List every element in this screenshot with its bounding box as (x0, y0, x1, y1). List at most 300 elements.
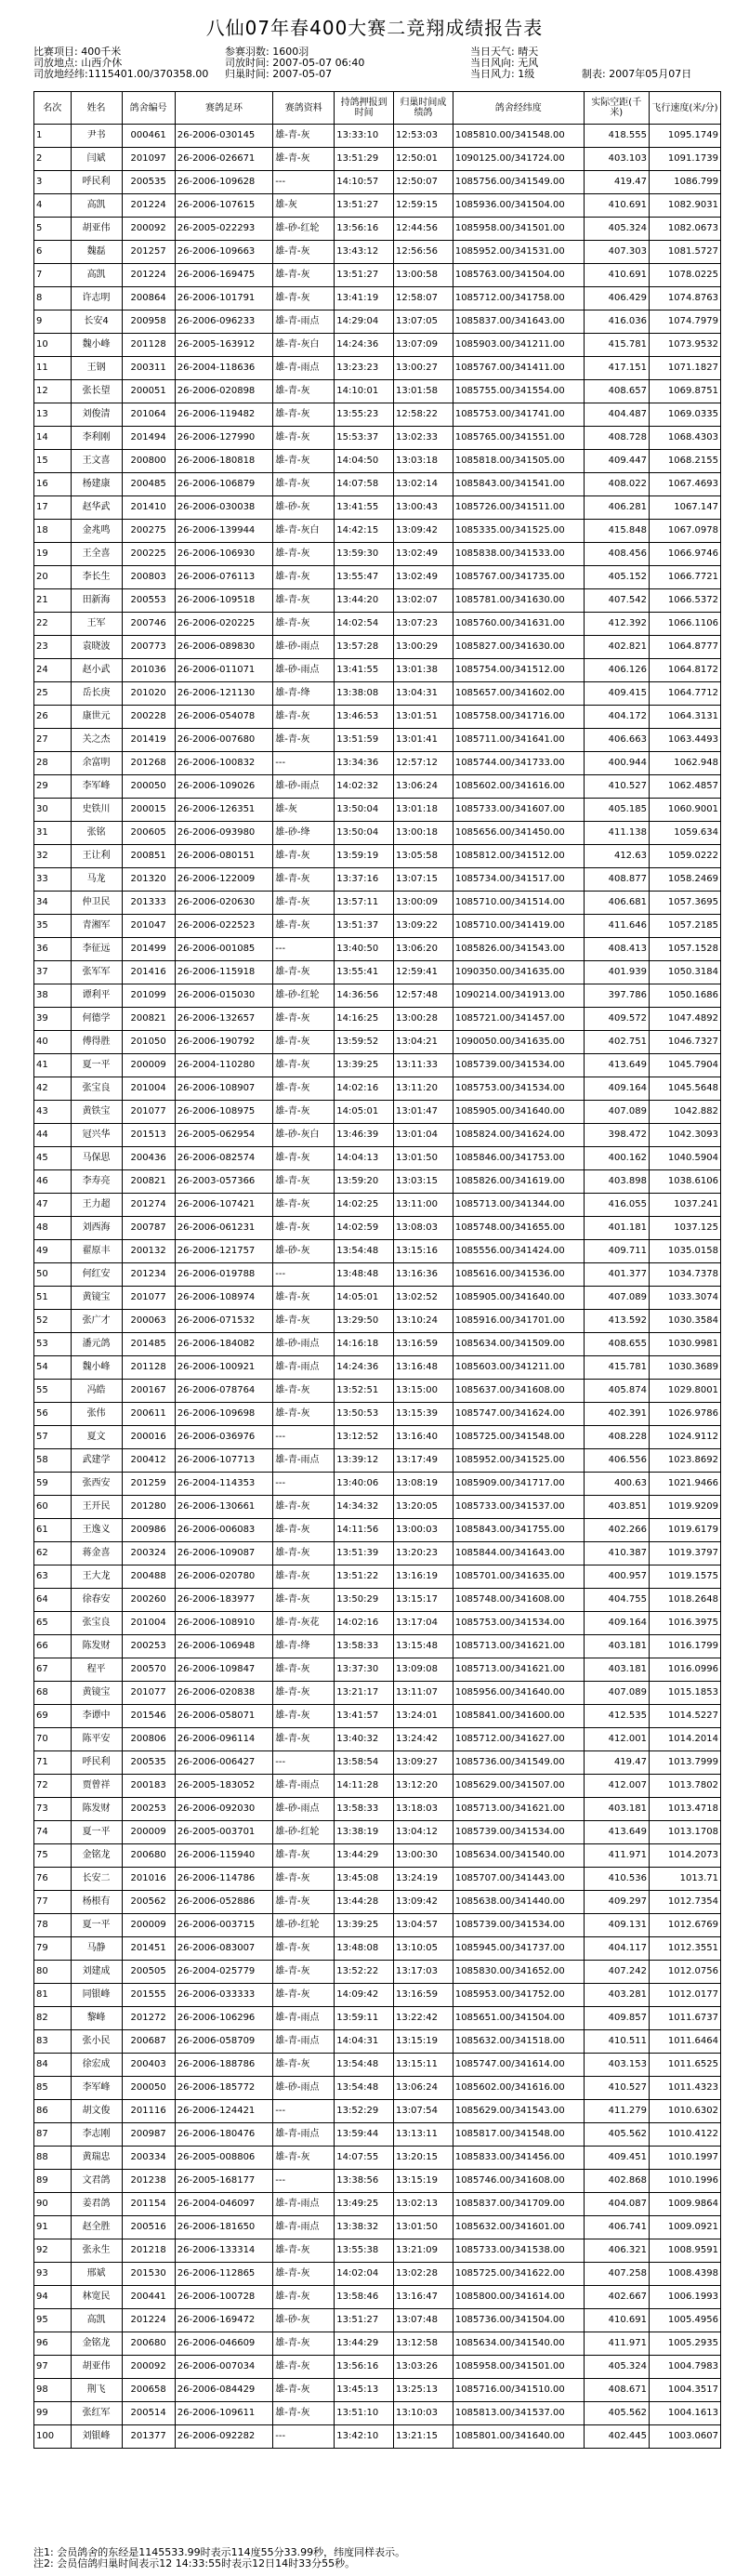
table-cell: 1085712.00/341627.00 (453, 1728, 584, 1751)
table-cell: 黄镜宝 (71, 1287, 122, 1310)
table-row (34, 427, 721, 450)
table-cell: 91 (34, 2216, 72, 2239)
table-cell: --- (273, 171, 335, 194)
table-cell: 1085638.00/341440.00 (453, 1891, 584, 1914)
table-cell: 26-2006-054078 (175, 706, 273, 729)
table-cell: 1009.0921 (649, 2216, 720, 2239)
table-cell: 1085637.00/341608.00 (453, 1380, 584, 1403)
table-cell: 26-2006-109611 (175, 2402, 273, 2425)
table-cell: 1085767.00/341735.00 (453, 566, 584, 589)
table-cell: 蒋金喜 (71, 1542, 122, 1565)
table-cell: 79 (34, 1937, 72, 1961)
table-cell: 12:58:22 (394, 403, 453, 427)
table-cell: 13:51:59 (335, 729, 394, 752)
table-cell: 1015.1853 (649, 1682, 720, 1705)
table-cell: 13:58:33 (335, 1798, 394, 1821)
table-cell: 13:58:46 (335, 2286, 394, 2309)
table-cell: 26-2006-108975 (175, 1101, 273, 1124)
table-cell: 14:02:59 (335, 1217, 394, 1240)
table-cell: 13:09:42 (394, 520, 453, 543)
table-cell: 58 (34, 1449, 72, 1473)
table-cell: 200016 (122, 1426, 175, 1449)
table-cell: 26-2006-100832 (175, 752, 273, 775)
table-cell: 13:01:51 (394, 706, 453, 729)
table-cell: --- (273, 2170, 335, 2193)
table-cell: 200505 (122, 1961, 175, 1984)
column-header: 名次 (34, 92, 72, 125)
table-cell: 高凯 (71, 2309, 122, 2332)
table-cell: 徐春安 (71, 1589, 122, 1612)
table-cell: 雄-砂-雨点 (273, 2077, 335, 2100)
table-cell: 26-2006-190792 (175, 1031, 273, 1054)
info-item: 司放地经纬:1115401.00/370358.00 (33, 68, 209, 80)
table-cell: 1085629.00/341507.00 (453, 1775, 584, 1798)
table-cell: 201513 (122, 1124, 175, 1147)
table-cell: 13:02:49 (394, 566, 453, 589)
table-cell: 26-2006-184082 (175, 1333, 273, 1356)
table-cell: 青湘军 (71, 915, 122, 938)
table-cell: 13:51:27 (335, 194, 394, 218)
table-row (34, 334, 721, 357)
table-cell: 201224 (122, 264, 175, 287)
table-cell: 荆飞 (71, 2379, 122, 2402)
table-cell: 26-2006-109518 (175, 589, 273, 613)
table-cell: 1090050.00/341635.00 (453, 1031, 584, 1054)
table-cell: 13:51:37 (335, 915, 394, 938)
table-cell: 1069.0335 (649, 403, 720, 427)
table-row (34, 1054, 721, 1077)
table-cell: 200436 (122, 1147, 175, 1170)
table-cell: 雄-青-灰 (273, 613, 335, 636)
table-cell: 406.281 (584, 496, 649, 520)
table-cell: 417.151 (584, 357, 649, 380)
table-cell: 397.786 (584, 984, 649, 1008)
table-cell: 1085767.00/341411.00 (453, 357, 584, 380)
table-cell: 雄-砂-绛 (273, 822, 335, 845)
table-cell: 1085721.00/341457.00 (453, 1008, 584, 1031)
table-row (34, 1263, 721, 1287)
table-cell: 1085748.00/341655.00 (453, 1217, 584, 1240)
table-cell: 1066.5372 (649, 589, 720, 613)
table-cell: 雄-青-灰 (273, 1542, 335, 1565)
table-cell: 22 (34, 613, 72, 636)
table-cell: 13:00:18 (394, 822, 453, 845)
table-cell: 26-2006-084429 (175, 2379, 273, 2402)
table-cell: 13:37:16 (335, 868, 394, 892)
table-cell: 201099 (122, 984, 175, 1008)
footnote: 注1: 会员鸽舍的东经是1145533.99时表示114度55分33.99秒，纬度同样表示。 (33, 2546, 406, 2558)
table-cell: 13:44:28 (335, 1891, 394, 1914)
table-cell: 200050 (122, 2077, 175, 2100)
table-cell: 雄-青-雨点 (273, 310, 335, 334)
table-cell: 413.592 (584, 1310, 649, 1333)
table-cell: 1085756.00/341549.00 (453, 171, 584, 194)
table-cell: 408.657 (584, 380, 649, 403)
table-row (34, 1937, 721, 1961)
table-cell: 26-2006-083007 (175, 1937, 273, 1961)
table-cell: 13:00:03 (394, 1519, 453, 1542)
table-cell: 13:02:13 (394, 2193, 453, 2216)
table-cell: 15 (34, 450, 72, 473)
table-cell: 雄-砂-雨点 (273, 1333, 335, 1356)
table-row (34, 1612, 721, 1635)
table-cell: 魏小峰 (71, 334, 122, 357)
table-cell: 30 (34, 799, 72, 822)
table-cell: 14:04:50 (335, 450, 394, 473)
table-cell: 200851 (122, 845, 175, 868)
table-cell: 1013.7802 (649, 1775, 720, 1798)
table-cell: 14:42:15 (335, 520, 394, 543)
table-cell: 1085824.00/341624.00 (453, 1124, 584, 1147)
table-cell: 1033.3074 (649, 1287, 720, 1310)
table-cell: 406.663 (584, 729, 649, 752)
table-cell: 雄-青-灰 (273, 403, 335, 427)
table-cell: 刘俊清 (71, 403, 122, 427)
table-row (34, 1426, 721, 1449)
table-cell: 201224 (122, 2309, 175, 2332)
table-cell: 闫斌 (71, 148, 122, 171)
table-cell: 26-2006-026671 (175, 148, 273, 171)
table-cell: 13:50:04 (335, 822, 394, 845)
table-cell: 13:37:30 (335, 1658, 394, 1682)
table-cell: 1012.3551 (649, 1937, 720, 1961)
table-cell: 雄-砂-红轮 (273, 218, 335, 241)
table-cell: 雄-青-灰 (273, 473, 335, 496)
table-cell: 雄-青-灰 (273, 1031, 335, 1054)
table-cell: 姜君鸽 (71, 2193, 122, 2216)
table-cell: 407.089 (584, 1287, 649, 1310)
table-cell: 胡亚伟 (71, 218, 122, 241)
table-cell: 15:53:37 (335, 427, 394, 450)
table-cell: 刘西海 (71, 1217, 122, 1240)
column-header: 实际空距(千米) (584, 92, 649, 125)
table-cell: 13:11:33 (394, 1054, 453, 1077)
table-cell: 12:53:03 (394, 125, 453, 148)
table-cell: 200183 (122, 1775, 175, 1798)
table-cell: 13:41:57 (335, 1705, 394, 1728)
table-cell: 13:15:00 (394, 1380, 453, 1403)
table-cell: 1042.882 (649, 1101, 720, 1124)
table-cell: 26-2006-109663 (175, 241, 273, 264)
table-cell: 13:39:25 (335, 1914, 394, 1937)
table-cell: 1064.8172 (649, 659, 720, 682)
table-cell: 雄-青-雨点 (273, 2193, 335, 2216)
table-row (34, 1380, 721, 1403)
table-cell: 75 (34, 1844, 72, 1868)
table-cell: 14 (34, 427, 72, 450)
table-cell: 14:10:01 (335, 380, 394, 403)
table-cell: 26-2006-109698 (175, 1403, 273, 1426)
table-cell: 雄-青-灰 (273, 1589, 335, 1612)
table-cell: 13:17:03 (394, 1961, 453, 1984)
table-cell: 1085634.00/341540.00 (453, 2332, 584, 2356)
table-cell: 1010.1997 (649, 2147, 720, 2170)
table-cell: 26-2006-114786 (175, 1868, 273, 1891)
table-cell: 403.153 (584, 2054, 649, 2077)
table-cell: 26-2006-101791 (175, 287, 273, 310)
table-cell: 200535 (122, 171, 175, 194)
table-cell: 1059.0222 (649, 845, 720, 868)
table-cell: 410.536 (584, 1868, 649, 1891)
table-cell: 13:39:12 (335, 1449, 394, 1473)
table-cell: 1071.1827 (649, 357, 720, 380)
table-cell: 411.279 (584, 2100, 649, 2123)
table-cell: 26-2005-008806 (175, 2147, 273, 2170)
table-cell: 13:11:00 (394, 1194, 453, 1217)
table-cell: 1085833.00/341456.00 (453, 2147, 584, 2170)
table-cell: 201154 (122, 2193, 175, 2216)
table-cell: 1085952.00/341531.00 (453, 241, 584, 264)
table-cell: 雄-青-灰 (273, 1658, 335, 1682)
table-row (34, 194, 721, 218)
table-cell: 406.741 (584, 2216, 649, 2239)
table-cell: 405.874 (584, 1380, 649, 1403)
table-cell: 史铁川 (71, 799, 122, 822)
table-cell: 26-2006-127990 (175, 427, 273, 450)
table-cell: 1067.147 (649, 496, 720, 520)
table-cell: 13:59:19 (335, 845, 394, 868)
table-cell: 66 (34, 1635, 72, 1658)
table-cell: 71 (34, 1751, 72, 1775)
info-item: 比赛项目: 400千米 (33, 46, 122, 58)
table-cell: 26-2006-100921 (175, 1356, 273, 1380)
table-cell: 徐宏成 (71, 2054, 122, 2077)
table-cell: 53 (34, 1333, 72, 1356)
table-cell: 55 (34, 1380, 72, 1403)
table-cell: 1085632.00/341518.00 (453, 2030, 584, 2054)
table-cell: 18 (34, 520, 72, 543)
table-cell: 1085909.00/341717.00 (453, 1473, 584, 1496)
table-cell: 41 (34, 1054, 72, 1077)
table-cell: 13:20:23 (394, 1542, 453, 1565)
table-cell: --- (273, 938, 335, 961)
table-cell: 1062.948 (649, 752, 720, 775)
table-cell: 1085800.00/341614.00 (453, 2286, 584, 2309)
table-cell: 13:00:43 (394, 496, 453, 520)
table-cell: 14:02:32 (335, 775, 394, 799)
table-cell: 73 (34, 1798, 72, 1821)
table-cell: 雄-青-灰 (273, 1287, 335, 1310)
table-cell: 李军峰 (71, 2077, 122, 2100)
table-cell: 47 (34, 1194, 72, 1217)
table-cell: 26-2005-003701 (175, 1821, 273, 1844)
table-cell: 1030.9981 (649, 1333, 720, 1356)
table-row (34, 2379, 721, 2402)
table-cell: 201116 (122, 2100, 175, 2123)
table-cell: 201546 (122, 1705, 175, 1728)
table-cell: 13:07:15 (394, 868, 453, 892)
table-cell: 200986 (122, 1519, 175, 1542)
table-cell: 文君鸽 (71, 2170, 122, 2193)
table-row (34, 2077, 721, 2100)
table-cell: 26-2006-007034 (175, 2356, 273, 2379)
table-cell: 雄-青-灰 (273, 729, 335, 752)
table-cell: 13:00:28 (394, 1008, 453, 1031)
table-cell: 26-2006-122009 (175, 868, 273, 892)
table-cell: 13:15:19 (394, 2030, 453, 2054)
table-cell: 张伟 (71, 1403, 122, 1426)
table-cell: 26-2006-030038 (175, 496, 273, 520)
table-cell: 1011.4323 (649, 2077, 720, 2100)
table-cell: 200253 (122, 1635, 175, 1658)
table-cell: 张长望 (71, 380, 122, 403)
table-cell: 1090125.00/341724.00 (453, 148, 584, 171)
table-cell: 13:12:20 (394, 1775, 453, 1798)
table-cell: 415.781 (584, 1356, 649, 1380)
table-cell: 13:07:05 (394, 310, 453, 334)
table-cell: 13:51:29 (335, 148, 394, 171)
table-cell: 14:02:54 (335, 613, 394, 636)
table-cell: 409.711 (584, 1240, 649, 1263)
table-cell: 13:16:40 (394, 1426, 453, 1449)
table-cell: 雄-青-灰 (273, 1170, 335, 1194)
column-header: 鸽舍经纬度 (453, 92, 584, 125)
table-cell: 26-2003-057366 (175, 1170, 273, 1194)
table-cell: 11 (34, 357, 72, 380)
table-cell: 13:59:52 (335, 1031, 394, 1054)
table-cell: 雄-青-灰 (273, 287, 335, 310)
table-cell: 13:11:07 (394, 1682, 453, 1705)
table-cell: 87 (34, 2123, 72, 2147)
table-cell: 王逸义 (71, 1519, 122, 1542)
table-row (34, 1751, 721, 1775)
table-cell: 13:43:12 (335, 241, 394, 264)
table-cell: 13:55:23 (335, 403, 394, 427)
table-cell: 82 (34, 2007, 72, 2030)
table-cell: 20 (34, 566, 72, 589)
table-cell: 黄镜宝 (71, 1682, 122, 1705)
table-cell: 13:13:11 (394, 2123, 453, 2147)
table-cell: 1014.2073 (649, 1844, 720, 1868)
table-cell: 雄-青-灰 (273, 1682, 335, 1705)
table-cell: 401.377 (584, 1263, 649, 1287)
table-cell: 408.022 (584, 473, 649, 496)
table-cell: 1085616.00/341536.00 (453, 1263, 584, 1287)
table-cell: 13:58:54 (335, 1751, 394, 1775)
table-cell: 雄-青-灰 (273, 1496, 335, 1519)
table-cell: 14:04:13 (335, 1147, 394, 1170)
table-cell: 13:09:22 (394, 915, 453, 938)
table-cell: 马保思 (71, 1147, 122, 1170)
table-cell: 000461 (122, 125, 175, 148)
table-cell: 杨建康 (71, 473, 122, 496)
table-cell: 1085739.00/341534.00 (453, 1914, 584, 1937)
table-row (34, 1589, 721, 1612)
table-cell: 13:00:58 (394, 264, 453, 287)
table-cell: 201320 (122, 868, 175, 892)
table-cell: 200051 (122, 380, 175, 403)
column-header: 姓名 (71, 92, 122, 125)
table-cell: 1060.9001 (649, 799, 720, 822)
table-cell: 1064.8777 (649, 636, 720, 659)
table-cell: 26 (34, 706, 72, 729)
table-cell: 雄-青-灰 (273, 2239, 335, 2263)
table-cell: 1085843.00/341541.00 (453, 473, 584, 496)
table-cell: 200050 (122, 775, 175, 799)
table-row (34, 520, 721, 543)
table-cell: 401.939 (584, 961, 649, 984)
table-cell: 26-2006-169475 (175, 264, 273, 287)
table-cell: 98 (34, 2379, 72, 2402)
table-cell: 26-2006-169472 (175, 2309, 273, 2332)
table-cell: 65 (34, 1612, 72, 1635)
table-cell: 416.036 (584, 310, 649, 334)
table-cell: 张宝良 (71, 1612, 122, 1635)
table-row (34, 752, 721, 775)
table-cell: 404.087 (584, 2193, 649, 2216)
table-cell: 张红军 (71, 2402, 122, 2425)
table-cell: 14:09:42 (335, 1984, 394, 2007)
table-row (34, 1844, 721, 1868)
table-cell: 402.868 (584, 2170, 649, 2193)
info-item: 当日风力: 1级 (470, 68, 535, 80)
table-cell: 雄-青-灰 (273, 148, 335, 171)
table-cell: 26-2006-106930 (175, 543, 273, 566)
table-cell: 14:11:56 (335, 1519, 394, 1542)
table-cell: 1085711.00/341641.00 (453, 729, 584, 752)
table-cell: 1085716.00/341510.00 (453, 2379, 584, 2402)
table-cell: 201238 (122, 2170, 175, 2193)
table-cell: 1013.7999 (649, 1751, 720, 1775)
table-cell: 1074.7979 (649, 310, 720, 334)
table-cell: 王全喜 (71, 543, 122, 566)
table-cell: 雄-青-灰 (273, 2402, 335, 2425)
table-cell: 200167 (122, 1380, 175, 1403)
table-cell: 1040.5904 (649, 1147, 720, 1170)
table-cell: 13:15:19 (394, 2170, 453, 2193)
table-row (34, 1287, 721, 1310)
table-cell: 1011.6464 (649, 2030, 720, 2054)
table-cell: --- (273, 1426, 335, 1449)
table-cell: 余富明 (71, 752, 122, 775)
table-cell: 13:52:29 (335, 2100, 394, 2123)
table-cell: 408.413 (584, 938, 649, 961)
table-cell: 35 (34, 915, 72, 938)
table-cell: 6 (34, 241, 72, 264)
table-cell: 1085826.00/341543.00 (453, 938, 584, 961)
table-cell: 1078.0225 (649, 264, 720, 287)
table-cell: 刘建成 (71, 1961, 122, 1984)
table-cell: 415.781 (584, 334, 649, 357)
table-cell: 13:02:49 (394, 543, 453, 566)
table-cell: 魏小峰 (71, 1356, 122, 1380)
table-row (34, 1449, 721, 1473)
table-cell: 13:55:38 (335, 2239, 394, 2263)
table-cell: 雄-青-灰 (273, 1728, 335, 1751)
table-cell: 201224 (122, 194, 175, 218)
table-cell: 26-2006-015030 (175, 984, 273, 1008)
table-cell: 26-2004-046097 (175, 2193, 273, 2216)
table-cell: 夏一平 (71, 1054, 122, 1077)
table-cell: 雄-青-灰白 (273, 334, 335, 357)
table-cell: 1085713.00/341344.00 (453, 1194, 584, 1217)
table-cell: 200253 (122, 1798, 175, 1821)
table-cell: 13:02:52 (394, 1287, 453, 1310)
table-cell: 雄-青-雨点 (273, 1449, 335, 1473)
table-cell: 12 (34, 380, 72, 403)
table-cell: 李利刚 (71, 427, 122, 450)
table-cell: 86 (34, 2100, 72, 2123)
table-cell: 13:54:48 (335, 2077, 394, 2100)
table-row (34, 706, 721, 729)
table-row (34, 1961, 721, 1984)
table-cell: 14:02:25 (335, 1194, 394, 1217)
table-row (34, 357, 721, 380)
table-cell: 1085733.00/341607.00 (453, 799, 584, 822)
table-cell: 8 (34, 287, 72, 310)
table-cell: 雄-砂-红轮 (273, 1821, 335, 1844)
table-cell: 1081.5727 (649, 241, 720, 264)
